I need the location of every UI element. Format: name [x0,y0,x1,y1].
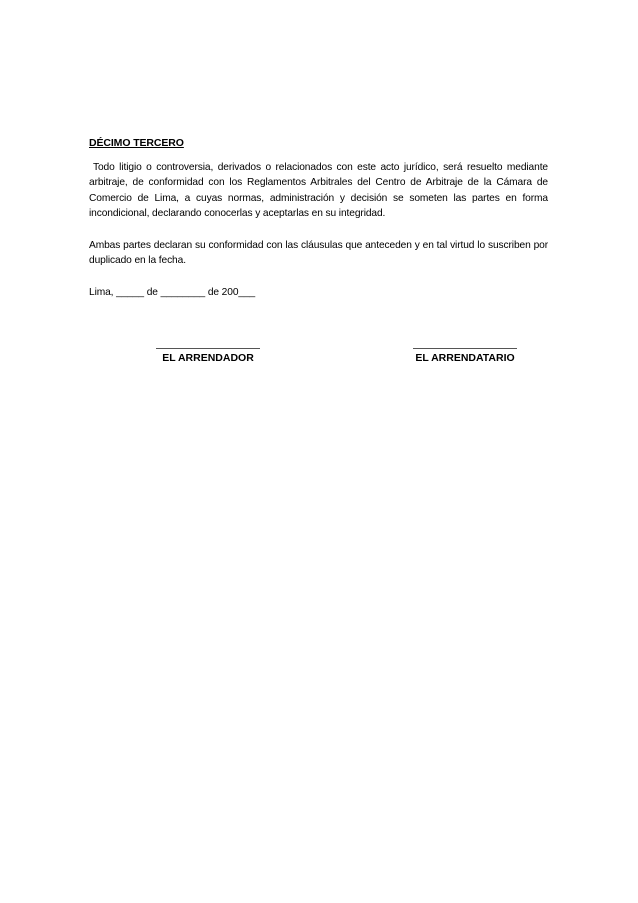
agreement-paragraph: Ambas partes declaran su conformidad con las cláusulas que anteceden y en tal virtud lo suscriben por duplicado en la fecha. [89,239,548,266]
signature-arrendatario [405,339,525,366]
signature-label: EL ARRENDADOR [162,352,254,364]
clause-heading: DÉCIMO TERCERO [89,137,184,149]
signature-line [156,339,260,349]
date-line: Lima, _____ de ________ de 200___ [89,286,256,298]
arbitration-paragraph: Todo litigio o controversia, derivados o relacionados con este acto jurídico, será resuelto mediante arbitraje, de conformidad con los Reglamentos Arbitrales del Centro de Arbitraje de la Cámara de Comercio de Lima, a cuyas normas, administración y decisión se someten las partes en forma incondicional, declarando conocerlas y aceptarlas en su integridad. [89,161,548,219]
signature-arrendador [148,339,268,366]
signature-line [413,339,517,349]
document-body [89,136,548,300]
signature-label: EL ARRENDATARIO [415,352,515,364]
